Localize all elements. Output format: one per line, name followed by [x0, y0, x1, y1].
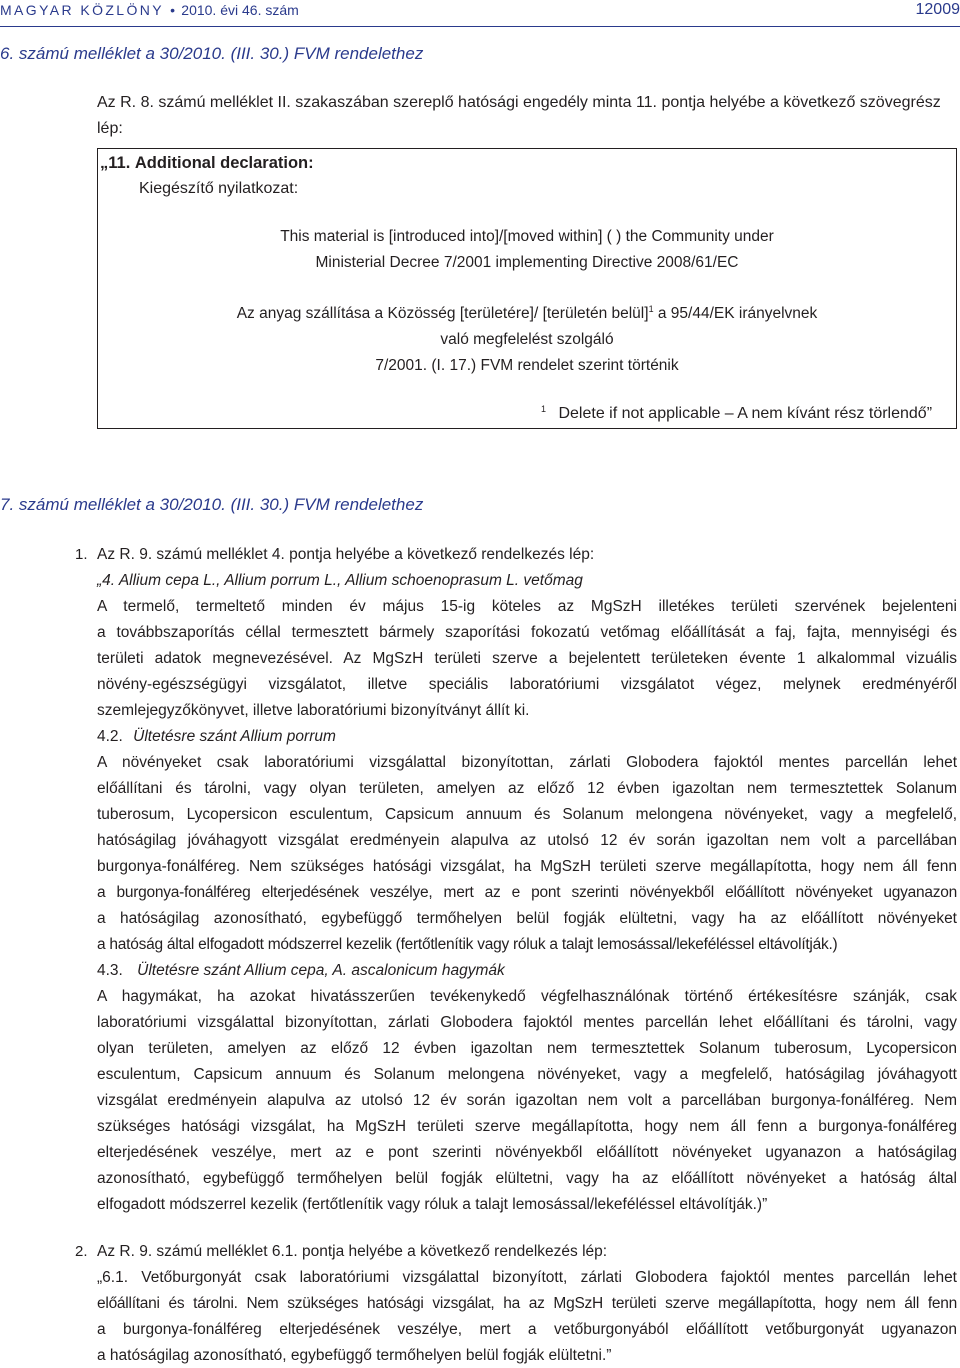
annex6-intro-line2: lép:: [97, 120, 123, 137]
item1-p3-line5: vizsgálat eredményein alapulva az utolsó 12 év során igazoltan nem volt a parcellában burgonya-fonálféreg. Nem: [97, 1092, 957, 1109]
declaration-heading: [100, 154, 314, 173]
declaration-hu-line1: [97, 305, 957, 323]
item1-p3-line3: olyan területen, amelyen az előző 12 évben igazoltan nem termesztettek Solanum tuberosum, Lycopersicon: [97, 1040, 957, 1057]
item1-p1-line1: A termelő, termeltető minden év május 15-ig köteles az MgSzH illetékes területi szervének bejelenteni: [97, 598, 957, 615]
declaration-heading-en: Additional declaration:: [134, 154, 314, 172]
footnote-ref: 1: [648, 304, 654, 314]
h42-number: 4.2.: [97, 728, 123, 745]
item1-number: 1.: [75, 546, 88, 563]
footnote-mark: 1: [541, 404, 547, 414]
declaration-hu-line3: 7/2001. (I. 17.) FVM rendelet szerint történik: [375, 357, 679, 374]
journal-header: [0, 2, 299, 18]
declaration-hu-line1-a: Az anyag szállítása a Közösség [területére]/ [területén belül]: [236, 305, 649, 322]
item1-p1-line2: a továbbszaporítás céllal termesztett bármely szaporítási fokozatú vetőmag előállítását a faj, fajta, mennyiségi és: [97, 624, 957, 641]
declaration-footnote: [541, 405, 932, 423]
item1-p3-line6: szükséges hatósági vizsgálat, ha MgSzH területi szerve megállapította, hogy nem áll fenn a burgonya-fonálféreg: [97, 1118, 957, 1135]
item1-p2-line2: előállítani és tárolni, vagy olyan területen, amelyen az előző 12 évben igazoltan nem termesztettek Solanum: [97, 780, 957, 797]
item1-subheading: „4. Allium cepa L., Allium porrum L., Allium schoenoprasum L. vetőmag: [97, 572, 583, 589]
item1-p2-line6: a burgonya-fonálféreg elterjedésének veszélye, mert az e pont szerinti növényekből előállított növényeket ugyanazon: [97, 884, 957, 901]
declaration-en-line2: Ministerial Decree 7/2001 implementing Directive 2008/61/EC: [315, 254, 739, 271]
item1-p1-line4: növény-egészségügyi vizsgálatot, illetve speciális laboratóriumi vizsgálatot végez, melynek eredményéről: [97, 676, 957, 693]
header-divider: [0, 26, 960, 27]
annex6-intro-line1: Az R. 8. számú melléklet II. szakaszában szereplő hatósági engedély minta 11. pontja helyébe a következő szövegrész: [97, 94, 941, 111]
item1-p2-line4: hatóságilag jóváhagyott vizsgálat eredményein alapulva az utolsó 12 év során igazoltan nem volt a parcellában: [97, 832, 957, 849]
item2-number: 2.: [75, 1243, 88, 1260]
footnote-text: Delete if not applicable – A nem kívánt rész törlendő”: [558, 405, 933, 422]
item1-p2-line8: a hatóság által elfogadott módszerrel kezelik (fertőtlenítik vagy róluk a talajt lemosással/lekeféléssel eltávolítják.): [97, 936, 838, 953]
item1-h42: [97, 728, 336, 746]
item1-p1-line3: területi adatok megnevezésével. Az MgSzH területi szerve a bejelentett területeken évente 1 alkalommal vizuális: [97, 650, 957, 667]
item1-h43: [97, 962, 505, 980]
declaration-hu-line2: való megfelelést szolgáló: [440, 331, 614, 348]
item2-p-line2: előállítani és tárolni. Nem szükséges hatósági vizsgálat, ha az MgSzH területi szerve megállapította, hogy nem áll fenn: [97, 1295, 957, 1312]
declaration-heading-hu: Kiegészítő nyilatkozat:: [139, 180, 299, 197]
item1-p3-line7: elterjedésének veszélye, mert az e pont szerinti növényekből előállított növényeket ugyanazon a hatóságilag: [97, 1144, 957, 1161]
item1-p3-line9: elfogadott módszerrel kezelik (fertőtlenítik vagy róluk a talajt lemosással/lekeféléssel eltávolítják.)”: [97, 1196, 768, 1213]
issue-label: 2010. évi 46. szám: [181, 2, 299, 18]
item2-p-line3: a burgonya-fonálféreg elterjedésének veszélye, mert a vetőburgonyából előállított vetőburgonyát ugyanazon: [97, 1321, 957, 1338]
item1-p3-line8: azonosítható, egybefüggő termőhelyen belül fogják elültetni, vagy ha az előállított növényeket a hatóság által: [97, 1170, 957, 1187]
header-bullet: •: [170, 2, 175, 18]
page-number: 12009: [915, 1, 960, 18]
item1-text: Az R. 9. számú melléklet 4. pontja helyébe a következő rendelkezés lép:: [97, 546, 595, 563]
item1-p2-line7: a hatóságilag azonosítható, egybefüggő termőhelyen belül fogják elültetni, vagy ha az előállított növényeket: [97, 910, 957, 927]
item2-p-line1: „6.1. Vetőburgonyát csak laboratóriumi vizsgálattal bizonyított, zárlati Globodera fajoktól mentes parcellán lehet: [97, 1269, 957, 1286]
declaration-number: „11.: [100, 154, 131, 172]
journal-name: MAGYAR KÖZLÖNY: [0, 2, 164, 18]
item2-text: Az R. 9. számú melléklet 6.1. pontja helyébe a következő rendelkezés lép:: [97, 1243, 608, 1260]
item1-p3-line1: A hagymákat, ha azokat hivatásszerűen tevékenykedő végfelhasználónak történő értékesítésre szánják, csak: [97, 988, 957, 1005]
item1-p1-line5: szemlejegyzőkönyvet, illetve laboratóriumi bizonyítványt állít ki.: [97, 702, 530, 719]
item1-p3-line2: laboratóriumi vizsgálattal bizonyítottan, zárlati Globodera fajoktól mentes parcellán lehet előállítani és tárolni, vagy: [97, 1014, 957, 1031]
item1-p2-line5: burgonya-fonálféreg. Nem szükséges hatósági vizsgálat, ha MgSzH területi szerve megállapította, hogy nem áll fenn: [97, 858, 957, 875]
declaration-hu-line1-b: a 95/44/EK irányelvnek: [653, 305, 818, 322]
annex6-title: 6. számú melléklet a 30/2010. (III. 30.) FVM rendelethez: [0, 44, 424, 63]
h43-number: 4.3.: [97, 962, 123, 979]
item1-p2-line1: A növényeket csak laboratóriumi vizsgálattal bizonyítottan, zárlati Globodera fajoktól mentes parcellán lehet: [97, 754, 957, 771]
h43-title: Ültetésre szánt Allium cepa, A. ascalonicum hagymák: [137, 962, 505, 979]
h42-title: Ültetésre szánt Allium porrum: [133, 728, 336, 745]
item1-p3-line4: esculentum, Capsicum annuum és Solanum melongena növényeket, vagy a megfelelő, hatóságilag jóváhagyott: [97, 1066, 957, 1083]
item1-p2-line3: tuberosum, Lycopersicon esculentum, Capsicum annuum és Solanum melongena növényeket, vagy a megfelelő,: [97, 806, 957, 823]
annex7-title: 7. számú melléklet a 30/2010. (III. 30.) FVM rendelethez: [0, 495, 424, 514]
item2-p-line4: a hatóságilag azonosítható, egybefüggő termőhelyen belül fogják elültetni.”: [97, 1347, 612, 1364]
declaration-en-line1: This material is [introduced into]/[moved within] ( ) the Community under: [280, 228, 774, 245]
